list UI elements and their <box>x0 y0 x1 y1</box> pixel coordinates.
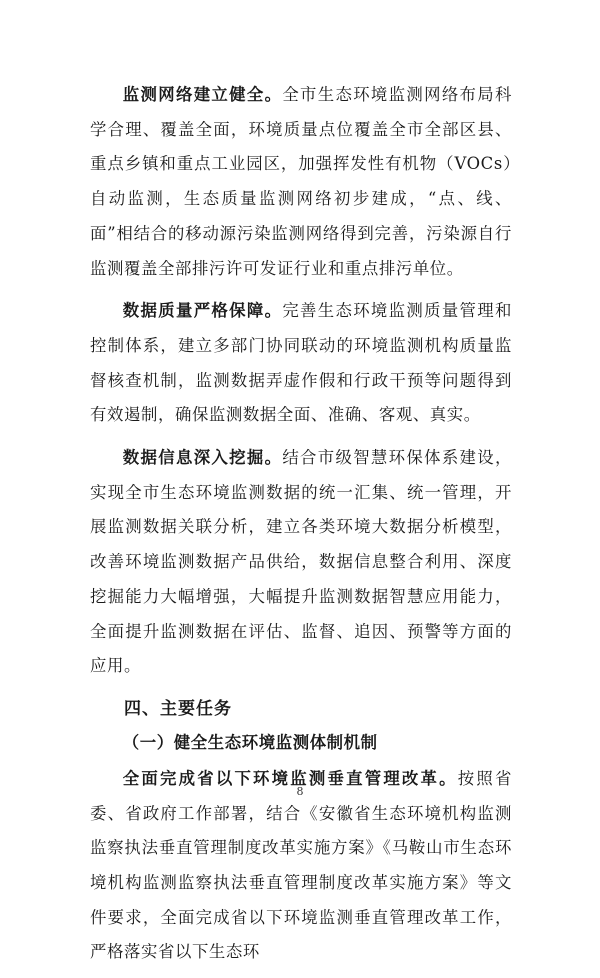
paragraph-data-mining <box>90 441 512 684</box>
page-number: 8 <box>296 785 304 798</box>
paragraph-text: 按照省委、省政府工作部署，结合《安徽省生态环境机构监测监察执法垂直管理制度改革实施方案》《马鞍山市生态环境机构监测监察执法垂直管理制度改革实施方案》等文件要求，全面完成省以下环境监测垂直管理改革工作，严格落实省以下生态环 <box>90 768 512 962</box>
document-body <box>90 78 512 978</box>
paragraph-lead: 全面完成省以下环境监测垂直管理改革。 <box>122 768 458 788</box>
paragraph-text: 完善生态环境监测质量管理和控制体系，建立多部门协同联动的环境监测机构质量监督核查机制，监测数据弄虚作假和行政干预等问题得到有效遏制，确保监测数据全面、准确、客观、真实。 <box>90 301 512 425</box>
paragraph-lead: 数据质量严格保障。 <box>122 301 283 321</box>
paragraph-text: 结合市级智慧环保体系建设，实现全市生态环境监测数据的统一汇集、统一管理，开展监测数据关联分析，建立各类环境大数据分析模型，改善环境监测数据产品供给，数据信息整合利用、深度挖掘能力大幅增强，大幅提升监测数据智慧应用能力，全面提升监测数据在评估、监督、追因、预警等方面的应用。 <box>90 448 512 676</box>
paragraph-lead: 数据信息深入挖掘。 <box>122 448 283 468</box>
paragraph-lead: 监测网络建立健全。 <box>122 85 283 104</box>
section-heading: 四、主要任务 <box>124 698 232 719</box>
subsection-heading: （一）健全生态环境监测体制机制 <box>122 732 378 752</box>
paragraph-monitoring-network <box>90 78 512 286</box>
paragraph-data-quality <box>90 294 512 433</box>
paragraph-text: 全市生态环境监测网络布局科学合理、覆盖全面，环境质量点位覆盖全市全部区县、重点乡镇和重点工业园区，加强挥发性有机物（VOCs）自动监测，生态质量监测网络初步建成，“点、线、面”相结合的移动源污染监测网络得到完善，污染源自行监测覆盖全部排污许可发证行业和重点排污单位。 <box>90 85 512 278</box>
